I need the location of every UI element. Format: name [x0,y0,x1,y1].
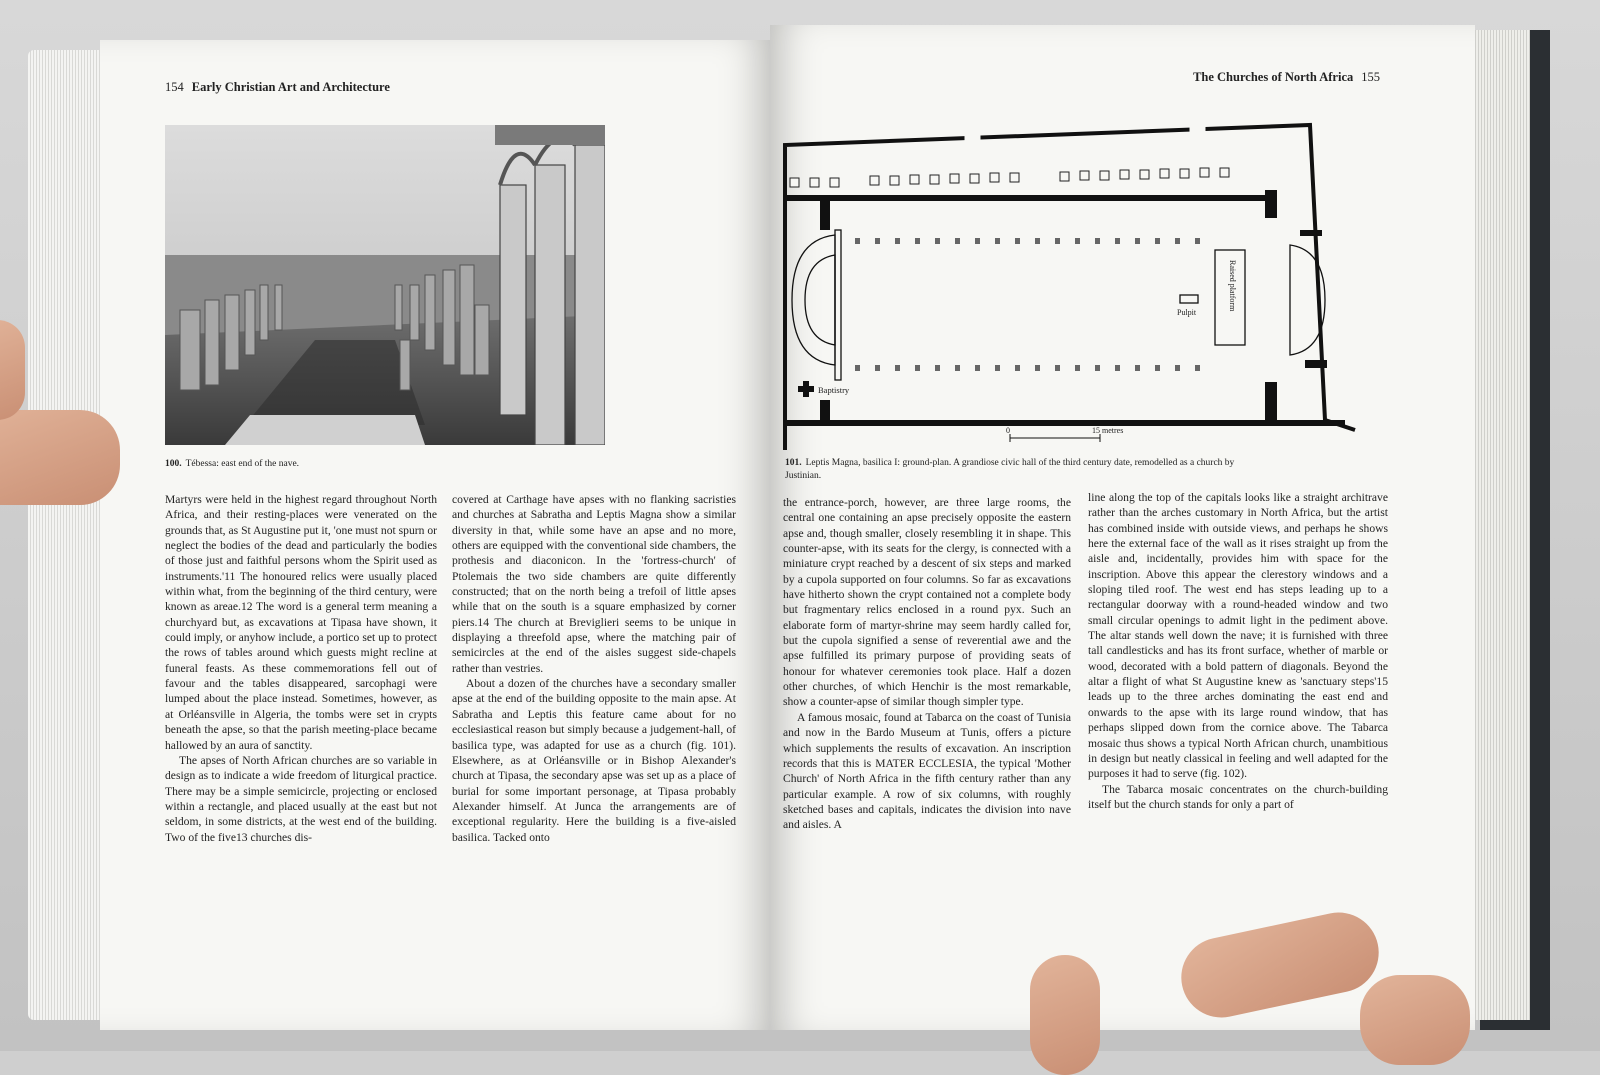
left-page-column-2 [452,492,736,845]
left-running-head [165,80,390,95]
paragraph: line along the top of the capitals looks like a straight architrave rather than the arches customary in North Africa, but the artist has combined inside with outside views, and perhaps he shows here the external face of the wall as it rises straight up from the aisle and, incidentally, provides him with space for the inscription. Above this appear the clerestory windows and a sloping tiled roof. The west end has steps leading up to a rectangular doorway with a round-headed window and two small circular openings to admit light in the pediment above. The altar stands well down the nave; it is furnished with three tall candlesticks and has its front surface, whether of marble or wood, decorated with a bold pattern of diagonals. Beyond the altar a flight of what St Augustine knew as 'sanctuary steps'15 leads up to the three arches dominating the east end and onwards to the apse with its large round window, that has perhaps slipped down from the cornice above. The Tabarca mosaic thus shows a typical North African church, unambitious in design but neatly classical in feeling and well adapted for the purposes it had to serve (fig. 102). [1088,491,1388,781]
plan-label-raised-platform: Raised platform [1228,260,1237,312]
right-hand [1360,975,1470,1065]
right-page-column-2 [1088,490,1388,812]
left-page-number: 154 [165,80,184,94]
left-page-edges [28,50,108,1020]
left-running-title: Early Christian Art and Architecture [191,80,390,94]
right-running-head [1193,70,1380,85]
right-page [770,25,1475,1030]
right-page-column-1 [783,495,1071,833]
figure-100-photo [165,125,605,445]
left-page-column-1 [165,492,437,845]
left-page [100,40,770,1030]
right-page-edges [1470,30,1530,1020]
left-thumb [0,410,120,505]
left-hand [0,320,25,420]
paragraph: About a dozen of the churches have a secondary smaller apse at the end of the building opposite to the main apse. At Sabratha and Leptis this feature came about for no ecclesiastical reason but simply because a judgement-hall, of basilica type, was adapted for use as a church (fig. 101). Elsewhere, as at Orléansville or in Bishop Alexander's church at Tipasa, the secondary apse was set up as a place of burial for some important personage, at Tipasa probably Alexander himself. At Junca the arrangements are of exceptional regularity. Here the building is a five-aisled basilica. Tacked onto [452,677,736,844]
right-finger [1030,955,1100,1075]
figure-100-caption [165,458,299,471]
plan-label-pulpit: Pulpit [1177,308,1197,317]
paragraph: the entrance-porch, however, are three large rooms, the central one containing an apse precisely opposite the eastern apse and, though smaller, closely resembling it in shape. This counter-apse, with its seats for the clergy, is connected with a miniature crypt reached by a descent of six steps and marked by a cupola supported on four columns. So far as excavations have hitherto shown the crypt contained not a complete body but fragmentary relics enclosed in a round pyx. Such an elaborate form of martyr-shrine may seem hardly called for, but the cupola signified a sense of reverential awe and the apse fulfilled its primary purpose of providing seats of honour for whatever ceremonies took place. Half a dozen other churches, of which Henchir is the most remarkable, show a counter-apse of similar though simpler type. [783,496,1071,709]
figure-101-number: 101. [785,458,802,468]
paragraph: The Tabarca mosaic concentrates on the church-building itself but the church stands for only a part of [1088,782,1388,811]
figure-101-caption-text: Leptis Magna, basilica I: ground-plan. A grandiose civic hall of the third century date, remodelled as a church by Justinian. [785,458,1235,481]
paragraph: The apses of North African churches are so variable in design as to indicate a wide freedom of liturgical practice. There may be a simple semicircle, projecting or enclosed within a rectangle, and placed usually at the east but not seldom, in some districts, at the west end of the building. Two of the five13 churches dis- [165,753,437,844]
paragraph: covered at Carthage have apses with no flanking sacristies and churches at Sabratha and Leptis Magna show a similar diversity in that, while some have an apse and no more, others are equipped with the conventional side chambers, the prothesis and diaconicon. In the 'fortress-church' of Ptolemais the two side chambers are quite differently constructed; that on the north being a trefoil of little apses while that on the south is a square emphasized by corner piers.14 The church at Breviglieri seems to be unique in displaying a threefold apse, where the matching pair of semicircles at the end of the aisles suggest side-chapels rather than vestries. [452,493,736,675]
figure-101-ground-plan [780,120,1370,450]
figure-100-caption-text: Tébessa: east end of the nave. [185,459,300,469]
plan-label-baptistry: Baptistry [818,385,850,395]
paragraph: Martyrs were held in the highest regard throughout North Africa, and their resting-places were venerated on the grounds that, as St Augustine put it, 'one must not spurn or neglect the bodies of the dead and particularly the bodies of those just and faithful persons whom the Spirit used as instruments.'11 The honoured relics were usually placed within what, from the beginning of the third century, were known as areae.12 The word is a general term meaning a churchyard but, as excavations at Tipasa have shown, it could imply, or anyhow include, a portico set up to protect the rows of tables around which guests might recline at funeral feasts. As these commemorations fell out of favour and the tables disappeared, sarcophagi were lumped about the place instead. Sometimes, however, as at Orléansville in Algeria, the tombs were set in crypts beneath the apse, so that the parish meeting-place became hallowed by an aura of sanctity. [165,493,437,752]
figure-100-number: 100. [165,459,182,469]
figure-101-caption [785,457,1245,483]
right-running-title: The Churches of North Africa [1193,70,1354,84]
plan-scale-zero: 0 [1006,426,1010,435]
plan-scale-end: 15 metres [1092,426,1124,435]
paragraph: A famous mosaic, found at Tabarca on the coast of Tunisia and now in the Bardo Museum at Tunis, offers a picture which supplements the results of excavation. An inscription records that this is MATER ECCLESIA, the typical 'Mother Church' of North Africa in the fifth century rather than any particular example. A row of six columns, with roughly sketched bases and capitals, indicates the division into nave and aisles. A [783,710,1071,832]
right-page-number: 155 [1361,70,1380,84]
